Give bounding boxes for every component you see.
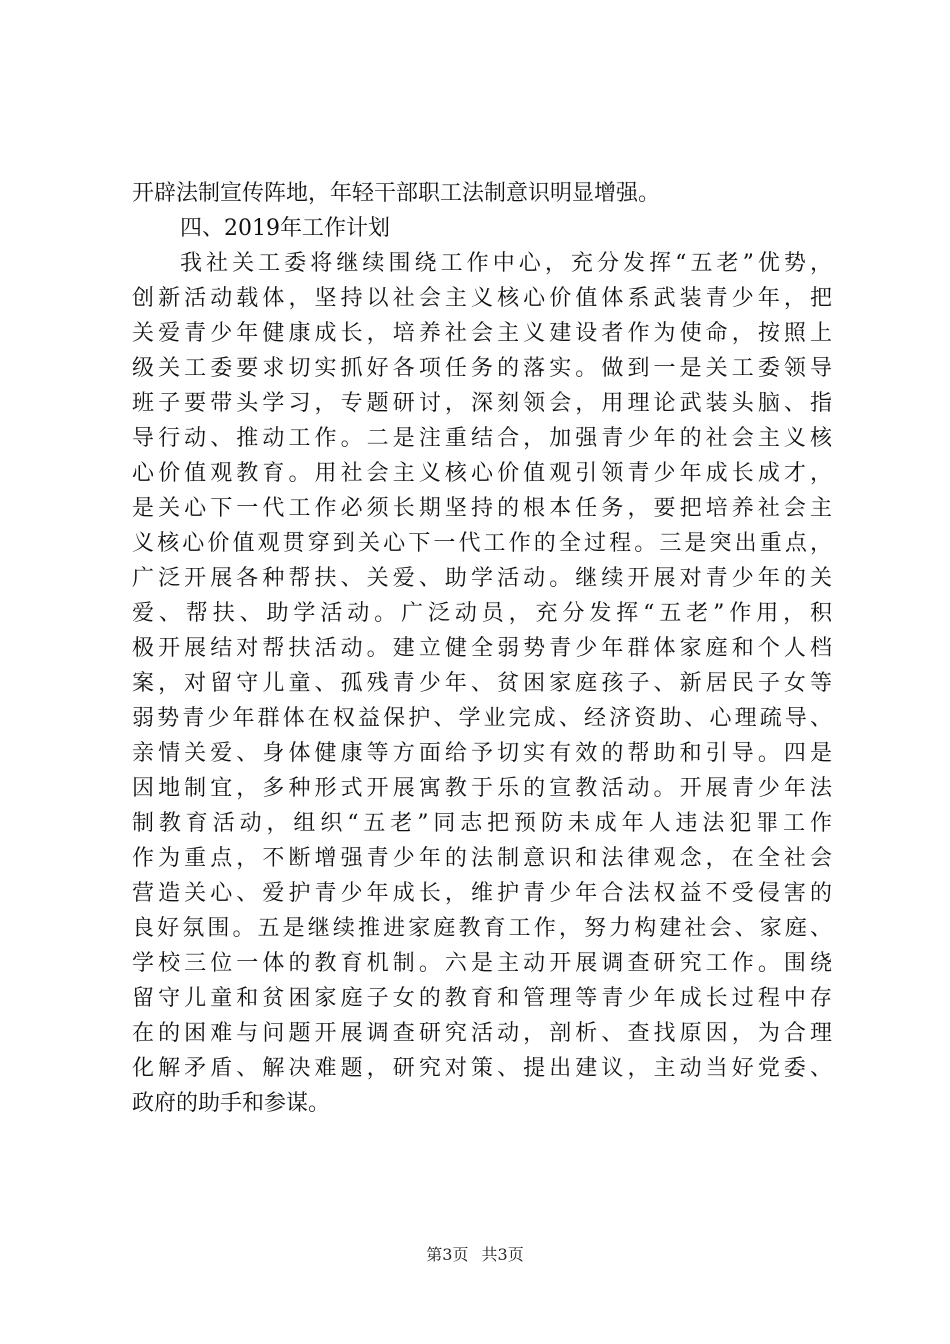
page-footer xyxy=(0,1244,950,1266)
text-line: 班子要带头学习，专题研讨，深刻领会，用理论武装头脑、指 xyxy=(132,391,832,416)
text-line: 留守儿童和贫困家庭子女的教育和管理等青少年成长过程中存 xyxy=(132,986,832,1011)
text-line: 广泛开展各种帮扶、关爱、助学活动。继续开展对青少年的关 xyxy=(132,566,832,591)
text-line: 极开展结对帮扶活动。建立健全弱势青少年群体家庭和个人档 xyxy=(132,636,832,661)
text-line: 案，对留守儿童、孤残青少年、贫困家庭孩子、新居民子女等 xyxy=(132,671,832,696)
text-line: 弱势青少年群体在权益保护、学业完成、经济资助、心理疏导、 xyxy=(132,706,832,731)
text-line: 制教育活动，组织“五老”同志把预防未成年人违法犯罪工作 xyxy=(132,811,832,836)
text-line: 是关心下一代工作必须长期坚持的根本任务，要把培养社会主 xyxy=(132,496,832,521)
text-line: 政府的助手和参谋。 xyxy=(132,1091,331,1116)
page-number: 第3页 xyxy=(426,1245,469,1264)
text-line: 导行动、推动工作。二是注重结合，加强青少年的社会主义核 xyxy=(132,426,832,451)
text-line: 良好氛围。五是继续推进家庭教育工作，努力构建社会、家庭、 xyxy=(132,916,832,941)
text-line: 因地制宜，多种形式开展寓教于乐的宣教活动。开展青少年法 xyxy=(132,776,832,801)
text-line: 开辟法制宣传阵地，年轻干部职工法制意识明显增强。 xyxy=(132,181,661,206)
text-line: 创新活动载体，坚持以社会主义核心价值体系武装青少年，把 xyxy=(132,286,832,311)
text-line: 化解矛盾、解决难题，研究对策、提出建议，主动当好党委、 xyxy=(132,1056,832,1081)
text-line: 作为重点，不断增强青少年的法制意识和法律观念，在全社会 xyxy=(132,846,832,871)
text-line: 关爱青少年健康成长，培养社会主义建设者作为使命，按照上 xyxy=(132,321,832,346)
document-body xyxy=(132,176,832,1121)
text-line: 义核心价值观贯穿到关心下一代工作的全过程。三是突出重点， xyxy=(132,531,832,556)
text-line: 我社关工委将继续围绕工作中心，充分发挥“五老”优势， xyxy=(180,251,832,276)
text-line: 级关工委要求切实抓好各项任务的落实。做到一是关工委领导 xyxy=(132,356,832,381)
text-line: 在的困难与问题开展调查研究活动，剖析、查找原因，为合理 xyxy=(132,1021,832,1046)
text-line: 营造关心、爱护青少年成长，维护青少年合法权益不受侵害的 xyxy=(132,881,832,906)
text-line: 学校三位一体的教育机制。六是主动开展调查研究工作。围绕 xyxy=(132,951,832,976)
text-line: 心价值观教育。用社会主义核心价值观引领青少年成长成才， xyxy=(132,461,832,486)
text-line: 四、2019年工作计划 xyxy=(180,216,390,241)
text-line: 爱、帮扶、助学活动。广泛动员，充分发挥“五老”作用，积 xyxy=(132,601,832,626)
text-line: 亲情关爱、身体健康等方面给予切实有效的帮助和引导。四是 xyxy=(132,741,832,766)
page-total: 共3页 xyxy=(481,1245,524,1264)
